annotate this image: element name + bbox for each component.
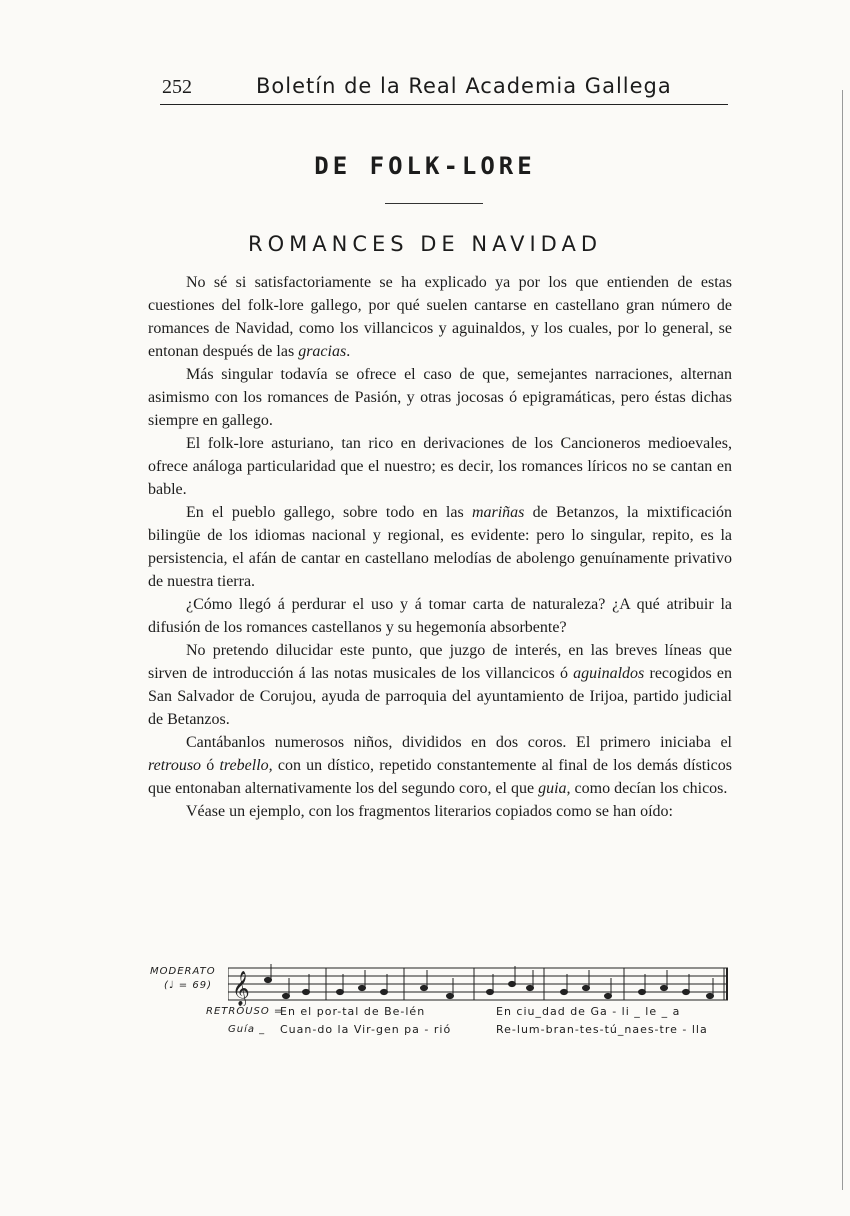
guia-lyrics-b: Re-lum-bran-tes-tú_naes-tre - lla [496,1023,708,1036]
paragraph-6: No pretendo dilucidar este punto, que juzgo de interés, en las breves líneas que sirven de introducción á las notas musicales de los villancicos ó aguinaldos recogidos en San Salvador de Corujou, ayuda de parroquia del ayuntamiento de Irijoa, partido judicial de Betanzos. [148,642,732,728]
title-divider [385,203,483,204]
retrouso-label: RETROUSO = [206,1006,284,1017]
paragraph-2: Más singular todavía se ofrece el caso de que, semejantes narraciones, alternan asimismo con los romances de Pasión, y otras jocosas ó epigramáticas, pero éstas dichas siempre en gallego. [148,366,732,429]
journal-title: Boletín de la Real Academia Gallega [256,74,672,98]
metronome-marking: (♩ = 69) [164,980,212,991]
guia-label: Guía _ [228,1024,266,1035]
paragraph-7: Cantábanlos numerosos niños, divididos en dos coros. El primero iniciaba el retrouso ó trebello, con un dístico, repetido constantemente al final de los demás dísticos que entonaban alternativamente los del segundo coro, el que guia, como decían los chicos. [148,734,733,797]
paragraph-3: El folk-lore asturiano, tan rico en derivaciones de los Cancioneros medioevales, ofrece análoga particularidad que el nuestro; es decir, los romances líricos no se cantan en bable. [148,435,732,498]
guia-lyrics-a: Cuan-do la Vir-gen pa - rió [280,1023,452,1036]
page-number: 252 [162,76,192,98]
paragraph-5: ¿Cómo llegó á perdurar el uso y á tomar carta de naturaleza? ¿A qué atribuir la difusión de los romances castellanos y su hegemonía absorbente? [148,596,732,636]
section-title: DE FOLK-LORE [314,152,536,180]
article-body [148,271,732,823]
music-staff [228,964,728,1006]
running-header [160,70,728,105]
music-example [150,956,740,1046]
tempo-marking: MODERATO [150,966,216,977]
paragraph-8: Véase un ejemplo, con los fragmentos literarios copiados como se han oído: [186,803,673,820]
retrouso-lyrics-b: En ciu_dad de Ga - li _ le _ a [496,1005,681,1018]
retrouso-lyrics-a: En el por-tal de Be-lén [280,1005,426,1018]
paragraph-4: En el pueblo gallego, sobre todo en las mariñas de Betanzos, la mixtificación bilingüe de los idiomas nacional y regional, es evidente: pero lo singular, repito, es la persistencia, el afán de cantar en castellano melodías de abolengo genuínamente privativo de nuestra tierra. [148,504,732,590]
svg-text:𝄞: 𝄞 [232,971,250,1006]
article-subtitle: ROMANCES DE NAVIDAD [248,232,602,256]
paragraph-1: No sé si satisfactoriamente se ha explicado ya por los que entienden de estas cuestiones del folk-lore gallego, por qué suelen cantarse en castellano gran número de romances de Navidad, como los villancicos y aguinaldos, y los cuales, por lo general, se entonan después de las gracias. [148,274,732,360]
